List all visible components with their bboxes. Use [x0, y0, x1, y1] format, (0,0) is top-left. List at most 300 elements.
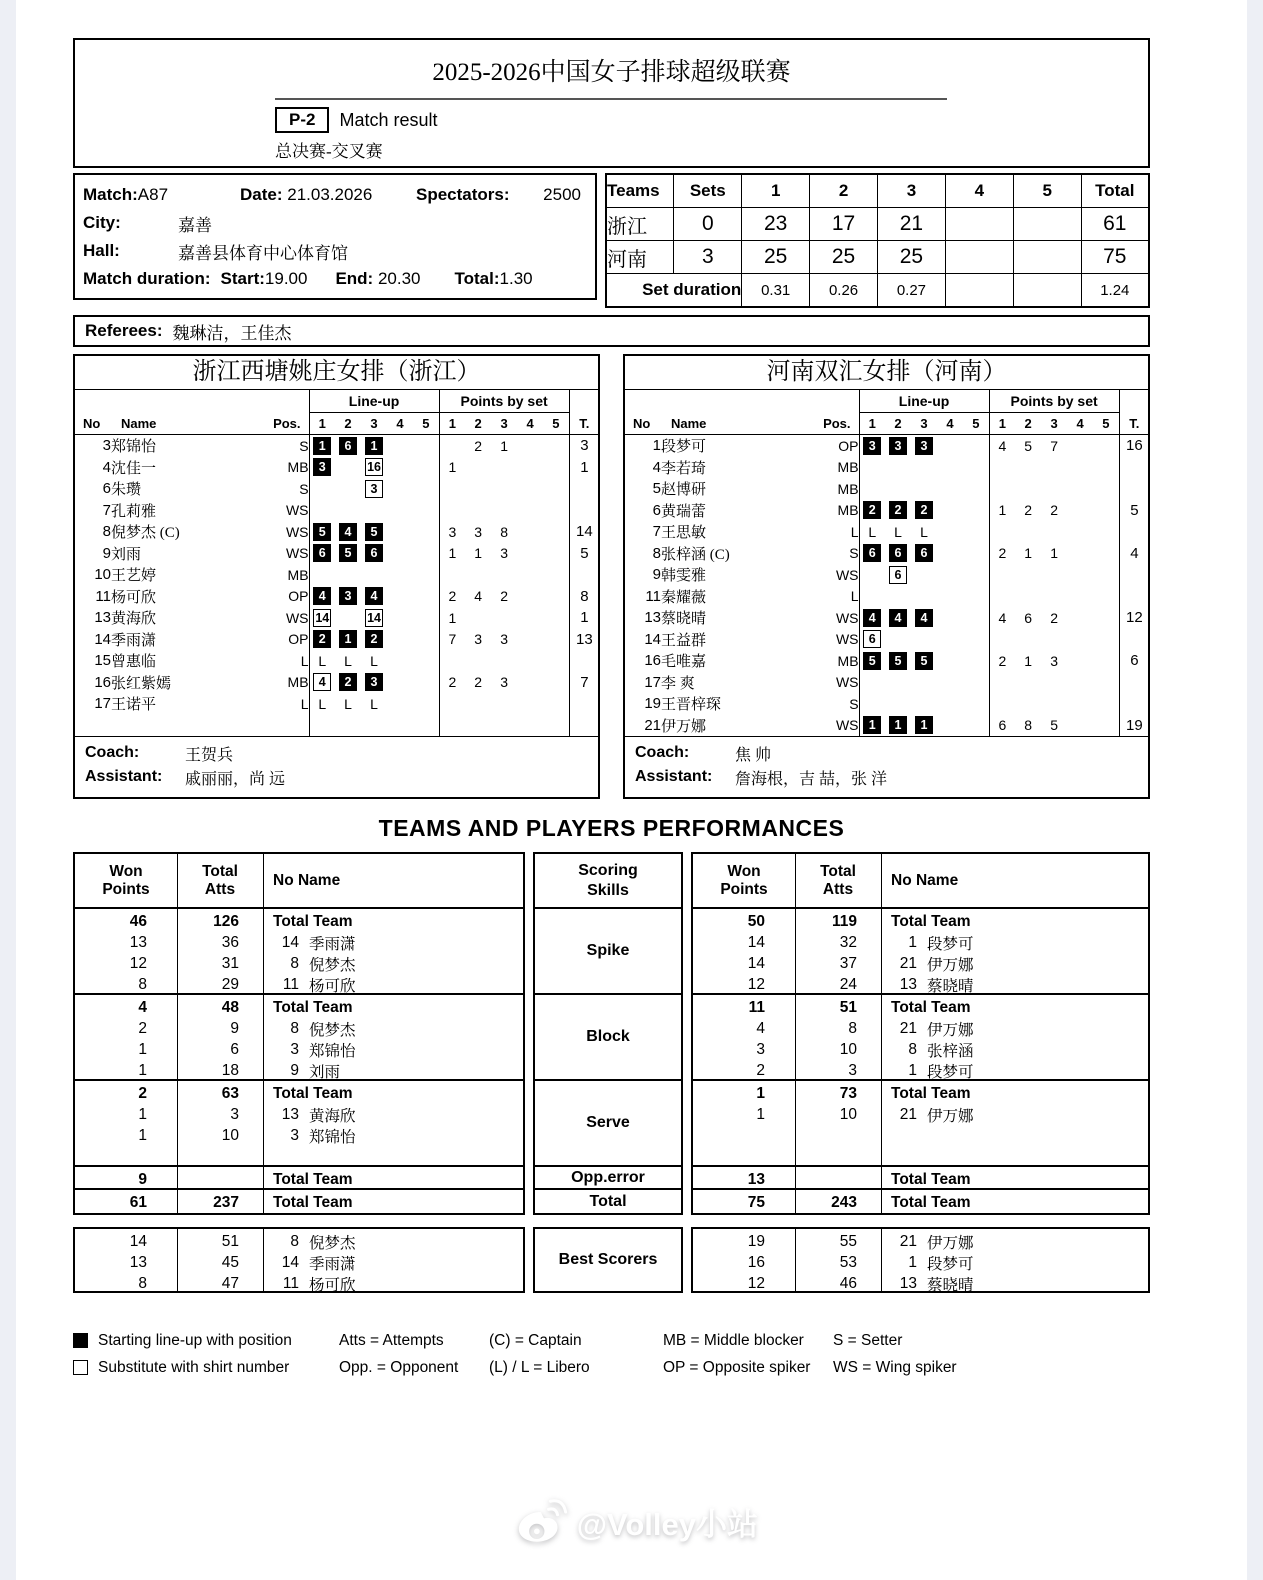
- lineup-set-header: 1: [859, 412, 885, 435]
- libero-mark: L: [868, 523, 877, 540]
- substitute-shirt-badge: 14: [313, 609, 331, 627]
- points-by-set-header: Points by set: [439, 390, 569, 412]
- player-row: [75, 521, 599, 543]
- points-cell: 6: [1024, 609, 1032, 626]
- won-points-value: 8: [138, 1275, 147, 1292]
- points-cell: [1041, 586, 1067, 608]
- total-atts-value: 18: [221, 1062, 239, 1079]
- lineup-cell: [911, 607, 937, 629]
- lineup-cell: [387, 586, 413, 608]
- points-cell: [491, 478, 517, 500]
- team-total-label: Total Team: [891, 1084, 971, 1102]
- points-cell: [1041, 478, 1067, 500]
- lineup-cell: [963, 435, 989, 457]
- set-duration-row: [606, 274, 1149, 308]
- coach-label: Coach:: [635, 744, 690, 761]
- player-total-points: 3: [569, 435, 599, 457]
- starting-position-badge: 5: [863, 652, 881, 670]
- points-cell: [1067, 564, 1093, 586]
- lineup-cell: [963, 457, 989, 479]
- player-name: 段梦可: [661, 439, 707, 456]
- points-cell: [543, 521, 569, 543]
- assistant-names: 詹海根，吉 喆，张 洋: [735, 770, 888, 788]
- starting-position-badge: 4: [313, 587, 331, 605]
- points-cell: [517, 650, 543, 672]
- libero-mark: L: [344, 695, 352, 712]
- lineup-cell: [361, 672, 387, 694]
- points-cell: [1067, 478, 1093, 500]
- points-cell: [1093, 543, 1119, 565]
- points-set-header: 3: [1041, 412, 1067, 435]
- points-cell: [1015, 478, 1041, 500]
- player-row: [625, 521, 1149, 543]
- player-name: 孔莉雅: [111, 503, 157, 520]
- starting-position-badge: 3: [889, 437, 907, 455]
- weibo-icon: [515, 1498, 569, 1544]
- player-row: [75, 543, 599, 565]
- starting-position-badge: 2: [365, 630, 383, 648]
- lineup-cell: [963, 672, 989, 694]
- set-score-cell: 23: [742, 208, 810, 241]
- perf-name-cell: [881, 1194, 1148, 1212]
- player-name: 曾惠临: [111, 654, 157, 671]
- player-position: L: [300, 695, 309, 712]
- hall-value: 嘉善县体育中心体育馆: [178, 243, 348, 263]
- points-cell: [1041, 521, 1067, 543]
- total-atts-value: 3: [848, 1062, 857, 1079]
- perf-team-row: [693, 1169, 1148, 1190]
- lineup-set-header: 2: [885, 412, 911, 435]
- lineup-cell: [911, 715, 937, 737]
- points-cell: 1: [500, 437, 508, 454]
- lineup-cell: [413, 435, 439, 457]
- points-cell: [517, 607, 543, 629]
- player-number: 10: [94, 566, 111, 584]
- player-row: [75, 650, 599, 672]
- points-cell: 3: [474, 523, 482, 540]
- referees-box: [73, 315, 1150, 347]
- won-points-value: 1: [138, 1106, 147, 1123]
- points-cell: [1015, 521, 1041, 543]
- points-cell: [543, 543, 569, 565]
- skill-label-opp: Opp.error: [533, 1165, 683, 1190]
- perf-player-name: 蔡晓晴: [927, 1277, 974, 1294]
- start-label: Start:: [220, 269, 265, 288]
- points-cell: [439, 650, 465, 672]
- player-name: 刘雨: [111, 546, 142, 563]
- substitute-shirt-badge: 4: [313, 673, 331, 691]
- lineup-cell: [361, 650, 387, 672]
- team-total-label: Total Team: [273, 998, 353, 1016]
- player-total-points: [569, 564, 599, 586]
- starting-position-badge: 6: [889, 544, 907, 562]
- substitute-shirt-badge: 16: [365, 458, 383, 476]
- lineup-cell: [335, 607, 361, 629]
- player-row: [625, 478, 1149, 500]
- won-points-value: 16: [747, 1254, 765, 1271]
- lineup-cell: [335, 672, 361, 694]
- team-total-label: Total Team: [891, 1170, 971, 1188]
- lineup-cell: [963, 564, 989, 586]
- player-name: 朱瓒: [111, 482, 142, 499]
- lineup-cell: [387, 629, 413, 651]
- lineup-cell: [885, 693, 911, 715]
- perf-name-cell: [881, 1018, 1148, 1040]
- points-cell: [491, 693, 517, 715]
- total-atts-value: 32: [839, 934, 857, 951]
- lineup-cell: [361, 435, 387, 457]
- points-cell: [1093, 564, 1119, 586]
- performances-right-table: [691, 852, 1150, 1293]
- team-total-label: Total Team: [891, 1193, 971, 1211]
- assistant-line: [635, 765, 1138, 789]
- player-number: 8: [652, 544, 661, 562]
- total-atts-value: 45: [221, 1254, 239, 1271]
- total-atts-value: 36: [221, 934, 239, 951]
- player-name: 张梓涵 (C): [661, 546, 730, 563]
- team-total-label: Total Team: [273, 1193, 353, 1211]
- player-number: 3: [102, 437, 111, 455]
- lineup-cell: [413, 500, 439, 522]
- start-value: 19.00: [264, 269, 308, 288]
- player-total-points: 1: [569, 607, 599, 629]
- lineup-cell: [309, 607, 335, 629]
- perf-name-cell: [881, 1085, 1148, 1103]
- points-cell: 2: [500, 588, 508, 605]
- points-cell: [543, 607, 569, 629]
- points-cell: [1067, 693, 1093, 715]
- lineup-cell: [361, 457, 387, 479]
- player-number: 11: [95, 587, 111, 605]
- player-position: MB: [837, 652, 859, 669]
- perf-player-row: [693, 1060, 1148, 1081]
- player-position: S: [299, 437, 309, 454]
- perf-player-row: [75, 1018, 523, 1039]
- won-points-value: 4: [756, 1020, 765, 1037]
- player-row: [75, 478, 599, 500]
- perf-player-row: [75, 953, 523, 974]
- lineup-cell: [387, 500, 413, 522]
- lineup-cell: [963, 543, 989, 565]
- points-cell: [989, 478, 1015, 500]
- lineup-cell: [859, 586, 885, 608]
- perf-name-cell: [881, 913, 1148, 931]
- player-total-points: [569, 500, 599, 522]
- player-row: [75, 629, 599, 651]
- perf-name-cell: [263, 1018, 523, 1040]
- lineup-cell: [911, 478, 937, 500]
- lineup-set-header: 5: [963, 412, 989, 435]
- perf-left-block: [73, 993, 525, 1081]
- lineup-cell: [911, 650, 937, 672]
- won-points-value: 1: [138, 1127, 147, 1144]
- starting-position-badge: 3: [365, 673, 383, 691]
- player-name: 王益群: [661, 632, 707, 649]
- team-title: 浙江西塘姚庄女排（浙江）: [75, 356, 598, 390]
- roster-group-header-row: [625, 390, 1149, 412]
- lineup-cell: [309, 672, 335, 694]
- won-points-value: 61: [129, 1193, 147, 1211]
- player-row: [75, 693, 599, 715]
- points-cell: [1093, 672, 1119, 694]
- perf-player-number: 14: [281, 934, 299, 951]
- team-total-label: Total Team: [273, 912, 353, 930]
- won-points-value: 1: [756, 1106, 765, 1123]
- player-number: 9: [102, 544, 111, 562]
- scoring-skills-header: Scoring Skills: [533, 852, 683, 909]
- lineup-cell: [937, 478, 963, 500]
- points-set-header: 2: [465, 412, 491, 435]
- perf-player-row: [693, 1252, 1148, 1273]
- assistant-label: Assistant:: [635, 768, 713, 785]
- title-box: [73, 38, 1150, 168]
- player-name: 蔡晓晴: [661, 611, 707, 628]
- points-cell: [439, 478, 465, 500]
- lineup-cell: [859, 435, 885, 457]
- perf-player-name: 倪梦杰: [309, 1235, 356, 1252]
- player-position: MB: [287, 566, 309, 583]
- starting-position-badge: 6: [339, 437, 357, 455]
- player-name: 王诺平: [111, 697, 157, 714]
- player-position: MB: [837, 480, 859, 497]
- player-position: L: [850, 588, 859, 605]
- lineup-cell: [413, 586, 439, 608]
- date-value: 21.03.2026: [287, 185, 373, 204]
- lineup-cell: [885, 478, 911, 500]
- legend: [73, 1329, 1150, 1379]
- won-points-value: 12: [747, 1275, 765, 1292]
- lineup-cell: [937, 650, 963, 672]
- points-cell: 4: [989, 607, 1015, 629]
- match-info-line-1: [83, 181, 587, 209]
- lineup-cell: [335, 650, 361, 672]
- match-value: A87: [137, 185, 169, 204]
- points-cell: [543, 500, 569, 522]
- perf-player-row: [693, 953, 1148, 974]
- points-cell: 1: [1024, 652, 1032, 669]
- player-row: [75, 672, 599, 694]
- perf-player-number: 13: [899, 1275, 917, 1292]
- city-label: City:: [83, 213, 121, 232]
- points-cell: [543, 457, 569, 479]
- lineup-cell: [859, 564, 885, 586]
- points-cell: [517, 693, 543, 715]
- starting-position-badge: 5: [313, 523, 331, 541]
- lineup-cell: [859, 715, 885, 737]
- player-number: 4: [102, 458, 111, 476]
- performances-left-table: [73, 852, 525, 1293]
- player-number: 14: [94, 630, 111, 648]
- player-position: OP: [288, 631, 309, 648]
- points-cell: [1093, 457, 1119, 479]
- lineup-cell: [309, 478, 335, 500]
- won-points-header: Won Points: [720, 862, 768, 898]
- perf-name-cell: [263, 953, 523, 975]
- perf-player-row: [75, 1039, 523, 1060]
- won-points-value: 50: [747, 912, 765, 930]
- perf-player-row: [75, 1060, 523, 1081]
- player-row: [625, 564, 1149, 586]
- points-set-header: 5: [1093, 412, 1119, 435]
- player-name: 王晋梓琛: [661, 697, 722, 714]
- lineup-cell: [911, 564, 937, 586]
- perf-right-header: [691, 852, 1150, 909]
- points-cell: 7: [439, 629, 465, 651]
- score-team-row: [606, 208, 1149, 241]
- roster-table: [625, 390, 1149, 736]
- lineup-cell: [413, 521, 439, 543]
- lineup-cell: [859, 607, 885, 629]
- lineup-cell: [413, 478, 439, 500]
- player-number: 15: [94, 652, 111, 670]
- player-number: 7: [102, 501, 111, 519]
- lineup-header: Line-up: [859, 390, 989, 412]
- player-total-points: [1119, 586, 1149, 608]
- perf-left-serve: [73, 1079, 525, 1167]
- name-column-header: Name: [661, 412, 815, 435]
- lineup-cell: [335, 500, 361, 522]
- total-atts-value: 8: [848, 1020, 857, 1037]
- skill-label-spike: Spike: [533, 907, 683, 995]
- points-cell: [1041, 629, 1067, 651]
- player-position: WS: [285, 545, 309, 562]
- points-cell: [465, 500, 491, 522]
- lineup-cell: [859, 650, 885, 672]
- lineup-cell: [885, 607, 911, 629]
- perf-name-cell: [881, 1039, 1148, 1061]
- player-total-points: 16: [1119, 435, 1149, 457]
- perf-player-name: 伊万娜: [927, 957, 974, 974]
- roster-column-header-row: [75, 412, 599, 435]
- points-cell: 4: [474, 588, 482, 605]
- player-number: 5: [652, 480, 661, 498]
- lineup-cell: [309, 521, 335, 543]
- player-position: WS: [835, 609, 859, 626]
- starting-position-badge: 1: [863, 716, 881, 734]
- lineup-cell: [335, 478, 361, 500]
- starting-position-badge: 5: [365, 523, 383, 541]
- set-score-cell: 25: [810, 241, 878, 274]
- total-atts-value: 37: [839, 955, 857, 972]
- lineup-cell: [963, 650, 989, 672]
- lineup-cell: [387, 607, 413, 629]
- player-total-points: [1119, 478, 1149, 500]
- perf-player-number: 8: [290, 1233, 299, 1250]
- lineup-cell: [937, 521, 963, 543]
- points-cell: 2: [1050, 502, 1058, 519]
- won-points-value: 46: [129, 912, 147, 930]
- lineup-cell: [361, 693, 387, 715]
- player-number: 16: [94, 673, 111, 691]
- starting-position-badge: 2: [339, 673, 357, 691]
- starting-position-badge: 5: [889, 652, 907, 670]
- substitute-shirt-badge: 14: [365, 609, 383, 627]
- player-total-points: 1: [569, 457, 599, 479]
- perf-player-name: 段梦可: [927, 1064, 974, 1081]
- points-cell: [491, 650, 517, 672]
- points-cell: [491, 457, 517, 479]
- points-cell: [1093, 521, 1119, 543]
- perf-name-cell: [881, 1171, 1148, 1189]
- performances-skills-column: [533, 852, 683, 1293]
- lineup-cell: [361, 586, 387, 608]
- lineup-set-header: 5: [413, 412, 439, 435]
- perf-team-row: [75, 997, 523, 1018]
- assistant-line: [85, 765, 588, 789]
- points-cell: [517, 500, 543, 522]
- player-row: [625, 435, 1149, 457]
- player-position: MB: [287, 459, 309, 476]
- perf-name-cell: [263, 1039, 523, 1061]
- player-total-points: [569, 478, 599, 500]
- perf-player-number: 21: [899, 955, 917, 972]
- won-points-value: 1: [756, 1084, 765, 1102]
- perf-name-cell: [263, 999, 523, 1017]
- score-table-wrap: [605, 173, 1150, 308]
- score-header-cell: 3: [878, 174, 946, 208]
- player-position: MB: [837, 502, 859, 519]
- perf-player-name: 刘雨: [309, 1064, 341, 1081]
- total-atts-value: 53: [839, 1254, 857, 1271]
- points-cell: [1041, 693, 1067, 715]
- page-edge-right: [1247, 0, 1263, 1580]
- lineup-cell: [963, 478, 989, 500]
- points-cell: 2: [1050, 609, 1058, 626]
- set-score-cell: 21: [878, 208, 946, 241]
- total-points-cell: 61: [1081, 208, 1149, 241]
- points-cell: 3: [500, 631, 508, 648]
- lineup-cell: [911, 521, 937, 543]
- perf-player-number: 1: [908, 934, 917, 951]
- lineup-cell: [859, 543, 885, 565]
- watermark: [515, 1498, 758, 1544]
- lineup-set-header: 3: [911, 412, 937, 435]
- perf-name-cell: [881, 953, 1148, 975]
- points-cell: 8: [1024, 717, 1032, 734]
- set-score-cell: 25: [878, 241, 946, 274]
- coach-box: [625, 736, 1148, 792]
- player-number: 16: [644, 652, 661, 670]
- perf-name-cell: [881, 1252, 1148, 1274]
- set-score-cell: [1013, 241, 1081, 274]
- won-points-value: 14: [129, 1233, 147, 1250]
- set-duration-cell: [1013, 274, 1081, 308]
- player-position: OP: [288, 588, 309, 605]
- legend-item: [489, 1329, 663, 1352]
- total-atts-value: 55: [839, 1233, 857, 1250]
- points-cell: [517, 629, 543, 651]
- coach-line: [85, 741, 588, 765]
- score-header-cell: Total: [1081, 174, 1149, 208]
- player-name: 王思敏: [661, 525, 707, 542]
- lineup-cell: [387, 521, 413, 543]
- best-scorers-label: Best Scorers: [533, 1227, 683, 1293]
- lineup-set-header: 4: [387, 412, 413, 435]
- total-atts-value: 126: [213, 912, 239, 930]
- starting-position-badge: 3: [339, 587, 357, 605]
- points-cell: [439, 435, 465, 457]
- team-box-zhejiang: [73, 354, 600, 799]
- lineup-cell: [413, 629, 439, 651]
- total-atts-value: 48: [221, 998, 239, 1016]
- won-points-value: 13: [129, 1254, 147, 1271]
- perf-right-spike: [691, 907, 1150, 995]
- perf-team-row: [75, 911, 523, 932]
- starting-position-badge: 2: [863, 501, 881, 519]
- perf-player-number: 9: [290, 1062, 299, 1079]
- points-cell: 2: [989, 543, 1015, 565]
- spectators-value: 2500: [543, 185, 581, 204]
